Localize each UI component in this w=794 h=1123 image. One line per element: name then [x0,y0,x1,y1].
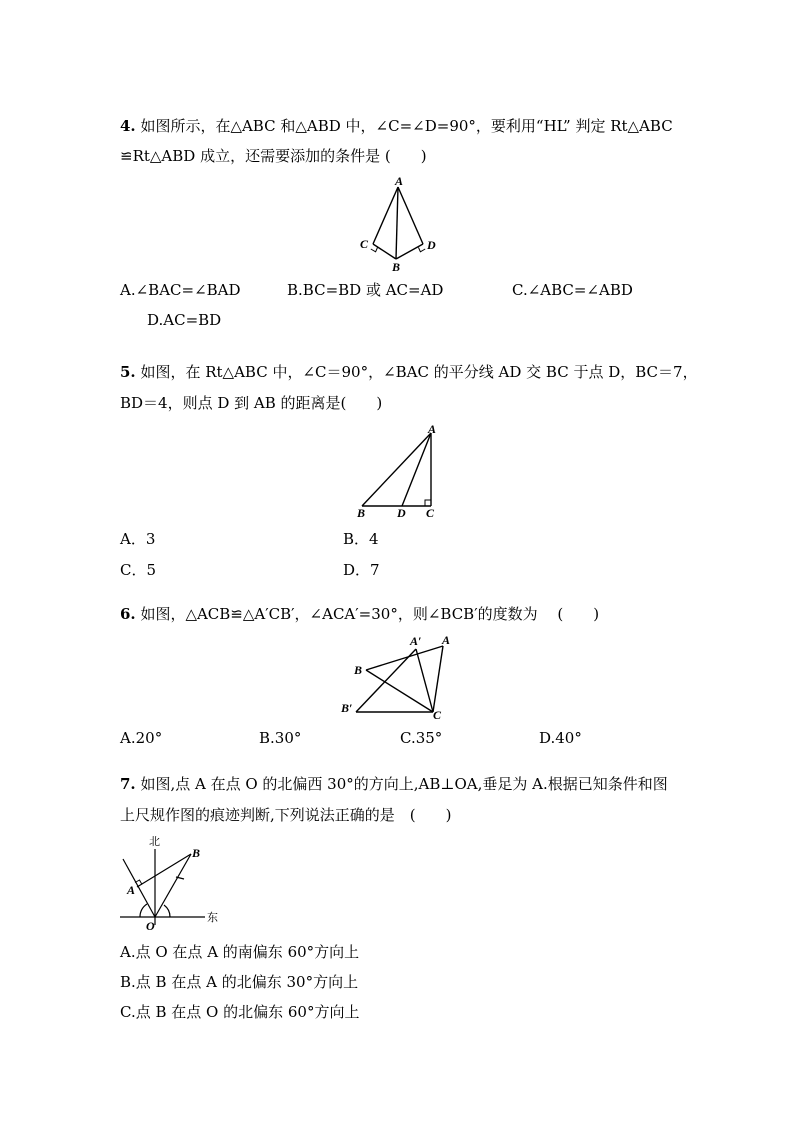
q5-stem-line2: BD＝4，则点 D 到 AB 的距离是( ) [120,394,383,412]
q5-stem-line1 [120,362,698,382]
q6-label-b: B [354,663,363,677]
q7-text1: 如图,点 A 在点 O 的北偏西 30°的方向上,AB⊥OA,垂足为 A.根据已知条件和图 [135,775,668,793]
q5-number: 5. [120,363,136,381]
q7-stem-line1 [120,774,668,794]
q4-option-a[interactable]: A.∠BAC=∠BAD [120,281,241,299]
q5-option-d[interactable]: D．7 [343,561,380,579]
q7-stem-line2: 上尺规作图的痕迹判断,下列说法正确的是 ( ) [120,806,452,824]
q6-option-b[interactable]: B.30° [259,729,302,747]
q4-label-d: D [427,238,436,252]
q5-figure [355,422,445,520]
q4-label-a: A [395,174,404,188]
q5-option-a[interactable]: A．3 [120,530,156,548]
q7-figure [115,835,225,935]
q7-label-north: 北 [149,835,160,848]
q6-number: 6. [120,605,136,623]
q5-option-b[interactable]: B．4 [343,530,379,548]
q4-stem-line2: ≌Rt△ABD 成立，还需要添加的条件是 ( ) [120,147,427,165]
q6-option-c[interactable]: C.35° [400,729,443,747]
q6-figure [340,630,455,725]
q5-option-c[interactable]: C．5 [120,561,157,579]
q4-option-c[interactable]: C.∠ABC=∠ABD [512,281,633,299]
q4-option-b[interactable]: B.BC=BD 或 AC=AD [287,281,444,299]
q7-option-b[interactable]: B.点 B 在点 A 的北偏东 30°方向上 [120,973,359,991]
q7-label-o: O [146,919,155,933]
q4-figure [355,175,445,275]
q7-option-c[interactable]: C.点 B 在点 O 的北偏东 60°方向上 [120,1003,360,1021]
q7-option-a[interactable]: A.点 O 在点 A 的南偏东 60°方向上 [120,943,360,961]
q6-label-a: A [442,633,451,647]
q5-label-a: A [428,422,437,436]
q4-label-c: C [360,237,369,251]
q4-option-d[interactable]: D.AC=BD [147,311,222,329]
q6-stem-line1 [120,604,599,624]
q6-text1: 如图，△ACB≌△A′CB′，∠ACA′=30°，则∠BCB′的度数为 ( ) [135,605,600,623]
q4-number: 4. [120,117,136,135]
q7-label-a: A [127,883,136,897]
q5-label-d: D [397,506,406,520]
q5-label-b: B [357,506,366,520]
q6-label-a-prime: A′ [410,634,422,648]
q7-number: 7. [120,775,136,793]
q7-label-east: 东 [207,911,218,924]
q6-option-d[interactable]: D.40° [539,729,582,747]
q4-text1: 如图所示，在△ABC 和△ABD 中，∠C=∠D=90°，要利用“HL” 判定 Rt△ABC [135,117,673,135]
q6-label-b-prime: B′ [341,701,353,715]
q6-option-a[interactable]: A.20° [120,729,163,747]
q7-label-b: B [192,846,201,860]
q4-stem-line1 [120,116,673,136]
q5-label-c: C [426,506,435,520]
q5-text1: 如图，在 Rt△ABC 中，∠C＝90°，∠BAC 的平分线 AD 交 BC 于点 D，BC＝7， [135,363,698,381]
q6-label-c: C [433,708,442,722]
q4-label-b: B [392,260,401,274]
